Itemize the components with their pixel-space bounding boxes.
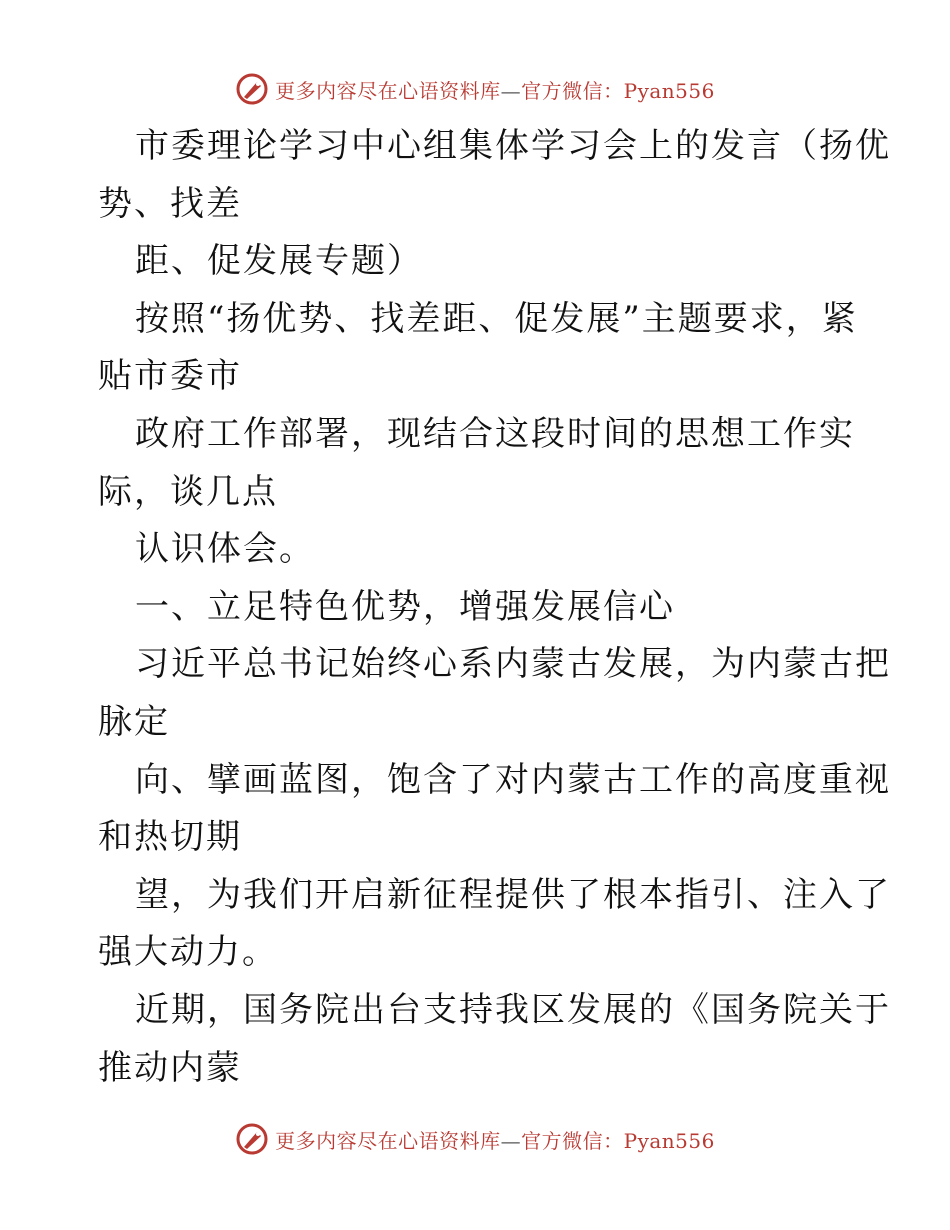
- document-line: 强大动力。: [98, 932, 278, 973]
- watermark-contact: Pyan556: [623, 1128, 715, 1153]
- pen-nib-logo-icon: [235, 72, 269, 106]
- watermark-site: 更多内容尽在心语资料库: [275, 1128, 501, 1153]
- document-line: 政府工作部署，现结合这段时间的思想工作实: [135, 413, 855, 454]
- document-line: 向、擘画蓝图，饱含了对内蒙古工作的高度重视: [135, 759, 891, 800]
- document-line: 脉定: [98, 701, 170, 742]
- document-body: [98, 118, 891, 1097]
- watermark-contact: Pyan556: [623, 78, 715, 103]
- document-line: 认识体会。: [135, 529, 315, 570]
- watermark-footer: [0, 1122, 950, 1156]
- document-line: 近期，国务院出台支持我区发展的《国务院关于: [135, 989, 891, 1030]
- pen-nib-logo-icon: [235, 1122, 269, 1156]
- document-line: 市委理论学习中心组集体学习会上的发言（扬优: [135, 126, 891, 166]
- document-line: 贴市委市: [98, 356, 242, 397]
- document-line: 和热切期: [98, 817, 242, 858]
- document-line: 推动内蒙: [98, 1047, 242, 1088]
- section-heading: 一、立足特色优势，增强发展信心: [135, 586, 675, 627]
- document-line: 按照“扬优势、找差距、促发展”主题要求，紧: [135, 298, 858, 339]
- watermark-dash: —: [500, 78, 522, 103]
- document-line: 望，为我们开启新征程提供了根本指引、注入了: [135, 874, 891, 915]
- watermark-label: 官方微信：: [521, 1128, 624, 1153]
- watermark-header: [0, 72, 950, 106]
- watermark-dash: —: [500, 1128, 522, 1153]
- document-line: 际，谈几点: [98, 471, 278, 512]
- watermark-label: 官方微信：: [521, 78, 624, 103]
- watermark-site: 更多内容尽在心语资料库: [275, 78, 501, 103]
- watermark-text: [275, 75, 715, 104]
- document-line: 距、促发展专题）: [135, 241, 423, 282]
- document-line: 势、找差: [98, 183, 242, 224]
- watermark-text: [275, 1125, 715, 1154]
- document-line: 习近平总书记始终心系内蒙古发展，为内蒙古把: [135, 644, 891, 685]
